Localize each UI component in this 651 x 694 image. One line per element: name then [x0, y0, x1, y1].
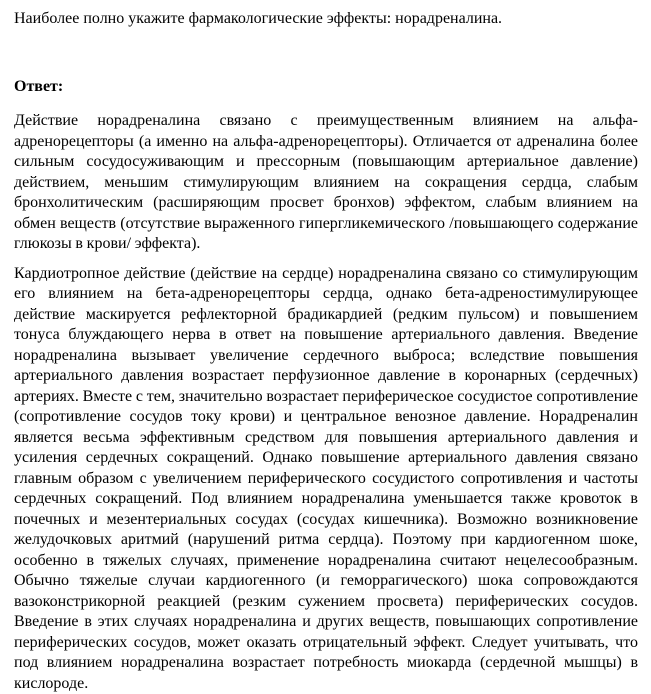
answer-paragraph-1: Действие норадреналина связано с преимущественным влиянием на альфа-адренорецепторы (а именно на альфа-адренорецепторы). Отличается от адреналина более сильным сосудосуживающим и прессорным (повышающим артериальное давление) действием, меньшим стимулирующим влиянием на сокращения сердца, слабым бронхолитическим (расширяющим просвет бронхов) эффектом, слабым влиянием на обмен веществ (отсутствие выраженного гипергликемического /повышающего содержание глюкозы в крови/ эффекта). [14, 111, 638, 255]
answer-paragraph-2: Кардиотропное действие (действие на сердце) норадреналина связано со стимулирующим его влиянием на бета-адренорецепторы сердца, однако бета-адреностимулирующее действие маскируется рефлекторной брадикардией (редким пульсом) и повышением тонуса блуждающего нерва в ответ на повышение артериального давления. Введение норадреналина вызывает увеличение сердечного выброса; вследствие повышения артериального давления возрастает перфузионное давление в коронарных (сердечных) артериях. Вместе с тем, значительно возрастает периферическое сосудистое сопротивление (сопротивление сосудов току крови) и центральное венозное давление. Норадреналин является весьма эффективным средством для повышения артериального давления и усиления сердечных сокращений. Однако повышение артериального давления связано главным образом с увеличением периферического сосудистого сопротивления и частоты сердечных сокращений. Под влиянием норадреналина уменьшается также кровоток в почечных и мезентериальных сосудах (сосудах кишечника). Возможно возникновение желудочковых аритмий (нарушений ритма сердца). Поэтому при кардиогенном шоке, особенно в тяжелых случаях, применение норадреналина считают нецелесообразным. Обычно тяжелые случаи кардиогенного (и геморрагического) шока сопровождаются вазоконстрикорной реакцией (резким сужением просвета) периферических сосудов. Введение в этих случаях норадреналина и других веществ, повышающих сопротивление периферических сосудов, может оказать отрицательный эффект. Следует учитывать, что под влиянием норадреналина возрастает потребность миокарда (сердечной мышцы) в кислороде. [14, 264, 638, 694]
answer-label: Ответ: [14, 77, 638, 98]
question-text: Наиболее полно укажите фармакологические эффекты: норадреналина. [14, 9, 638, 30]
document-page [14, 0, 638, 694]
